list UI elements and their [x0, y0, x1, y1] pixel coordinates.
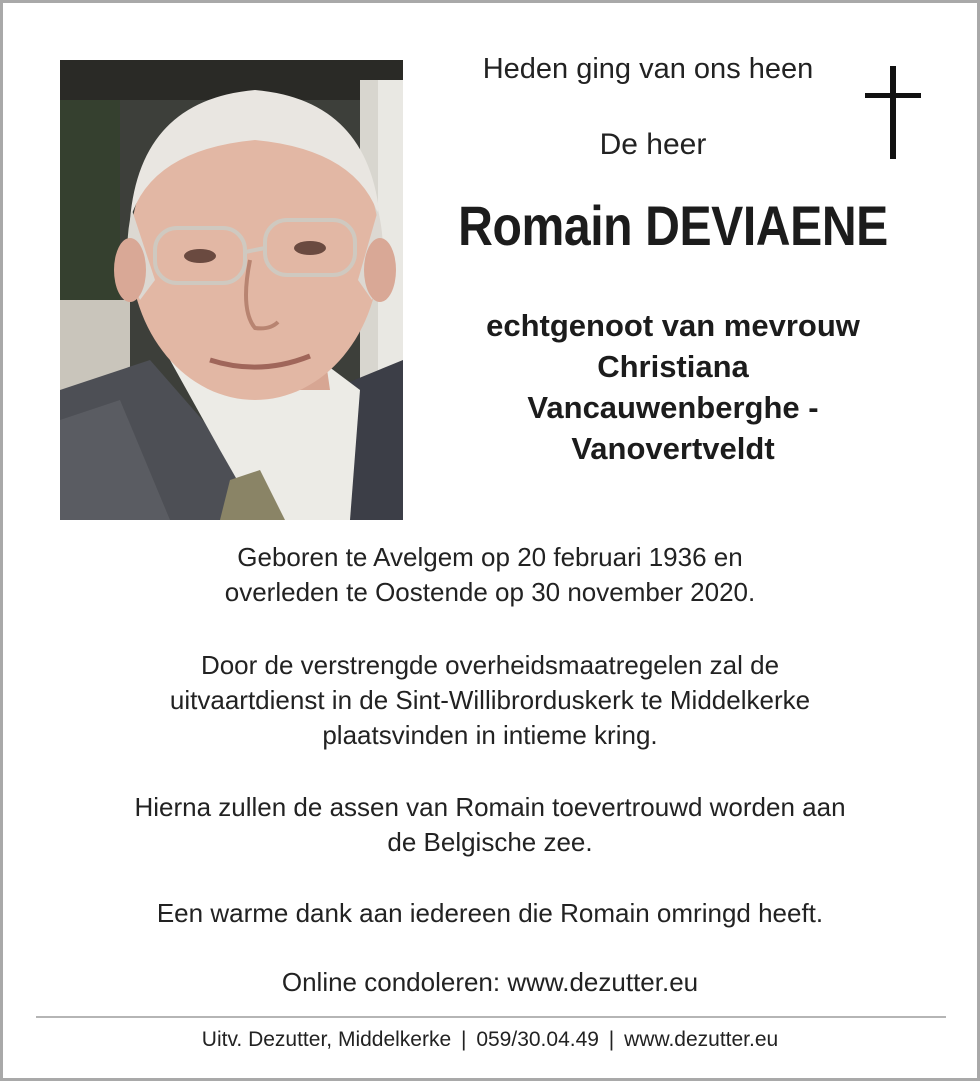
footer-separator: | — [608, 1028, 615, 1051]
text-line: Door de verstrengde overheidsmaatregelen zal de — [200, 650, 780, 680]
text-line: de Belgische zee. — [387, 827, 593, 857]
announcement-intro: Heden ging van ons heen — [482, 53, 814, 85]
honorific: De heer — [599, 128, 707, 161]
funeral-service-paragraph — [43, 648, 937, 753]
spouse-line: Vanovertveldt — [571, 431, 775, 466]
text-line: overleden te Oostende op 30 november 2020. — [224, 577, 756, 607]
spouse-line: Christiana — [597, 349, 749, 384]
undertaker-name: Uitv. Dezutter, Middelkerke — [201, 1028, 452, 1051]
text-line: Hierna zullen de assen van Romain toevertrouwd worden aan — [134, 792, 846, 822]
spouse-line: echtgenoot van mevrouw — [486, 308, 860, 343]
footer — [43, 1028, 937, 1052]
text-line: uitvaartdienst in de Sint-Willibrorduskerk te Middelkerke — [169, 685, 811, 715]
text-line: plaatsvinden in intieme kring. — [322, 720, 658, 750]
spouse-block — [423, 305, 923, 469]
ashes-paragraph — [43, 790, 937, 860]
thanks-paragraph: Een warme dank aan iedereen die Romain omringd heeft. — [156, 898, 824, 928]
phone-number[interactable]: 059/30.04.49 — [476, 1028, 599, 1051]
spouse-line: Vancauwenberghe - — [527, 390, 819, 425]
deceased-name: Romain DEVIAENE — [458, 194, 888, 257]
portrait-photo — [60, 60, 403, 520]
cross-icon — [865, 66, 921, 162]
online-condolences-link[interactable]: Online condoleren: www.dezutter.eu — [281, 967, 699, 997]
footer-divider — [36, 1016, 946, 1018]
text-line: Geboren te Avelgem op 20 februari 1936 en — [237, 542, 743, 572]
footer-separator: | — [461, 1028, 467, 1051]
website-link[interactable]: www.dezutter.eu — [624, 1028, 779, 1051]
birth-death-paragraph — [43, 540, 937, 610]
